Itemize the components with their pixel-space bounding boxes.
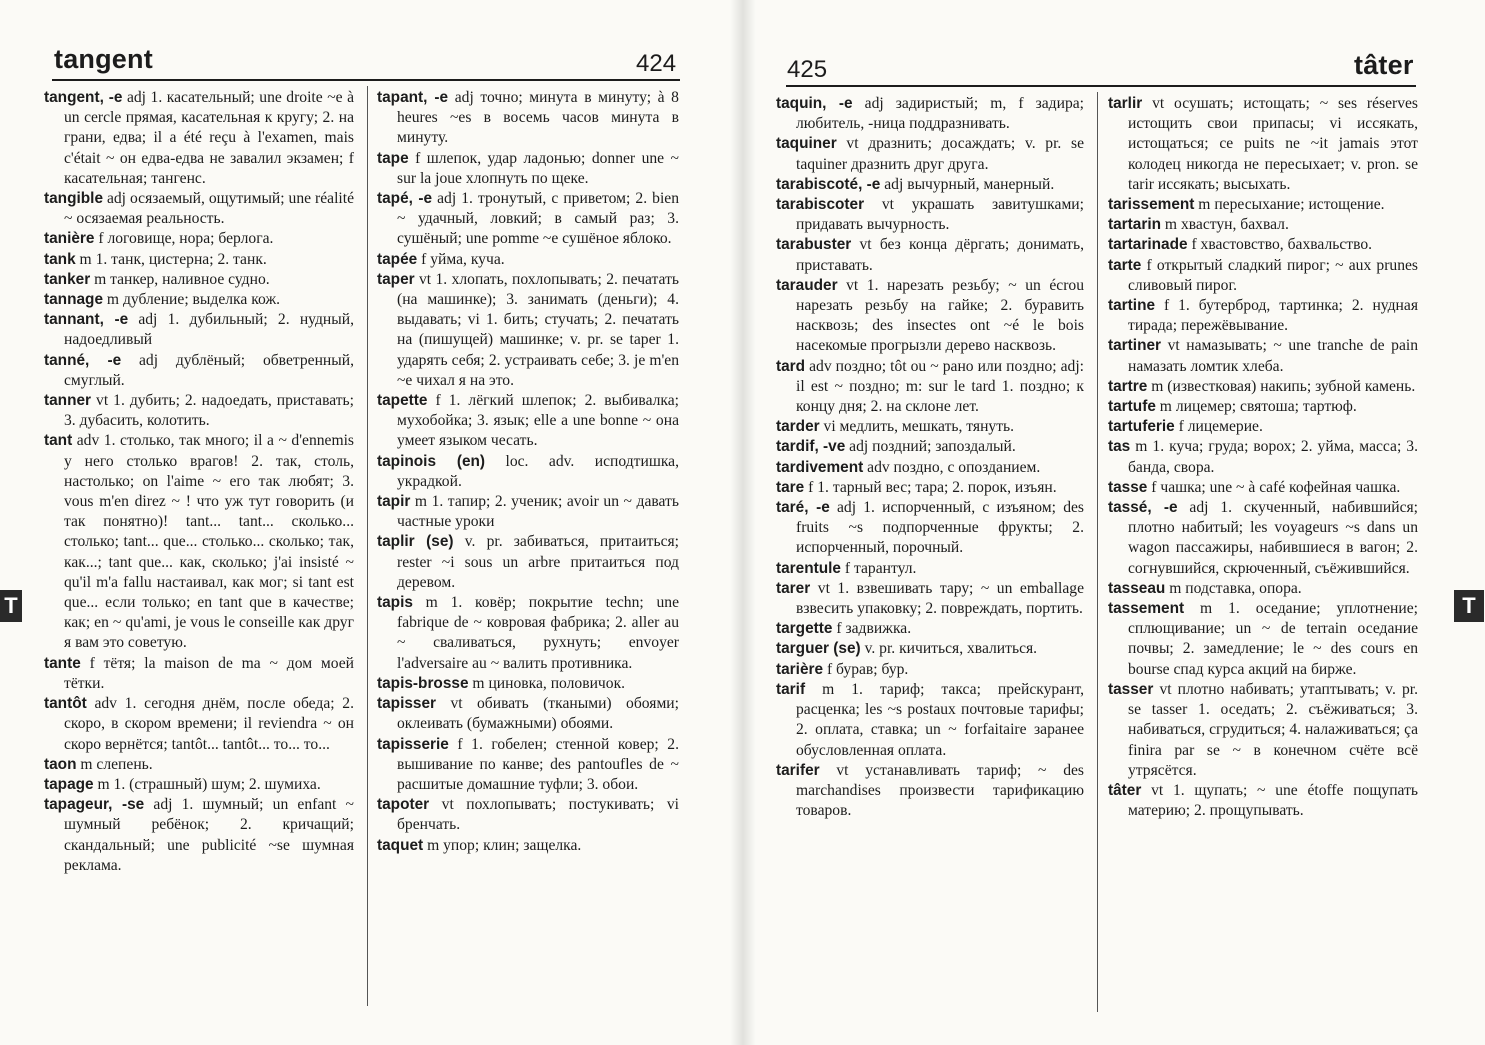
right-thumb-index: T — [1454, 590, 1484, 622]
entry-headword: tapir — [377, 493, 411, 511]
entry-headword: tarte — [1108, 256, 1142, 274]
entry-headword: taquet — [377, 836, 424, 854]
entry-headword: tant — [44, 432, 73, 450]
entry-headword: tare — [776, 478, 805, 496]
entry-definition: f 1. гобелен; стенной ковер; 2. вышивание по канве; des pantoufles de ~ расшитые домашние туфли; 3. обои. — [397, 735, 679, 793]
entry-definition: m 1. тапир; 2. ученик; avoir un ~ давать частные уроки — [397, 493, 679, 531]
dictionary-entry — [44, 654, 354, 694]
entry-definition: m (известковая) накипь; зубной камень. — [1147, 377, 1416, 395]
right-page — [742, 0, 1485, 1045]
entry-headword: tartarinade — [1108, 236, 1188, 254]
entry-definition: f логовище, нора; берлога. — [94, 230, 274, 248]
entry-definition: adj точно; минута в минуту; à 8 heures ~es в восемь часов минута в минуту. — [397, 89, 679, 147]
entry-headword: taplir (se) — [377, 533, 454, 551]
dictionary-entry — [377, 270, 679, 391]
dictionary-entry — [776, 478, 1084, 498]
entry-headword: tartre — [1108, 377, 1148, 395]
entry-definition: m упор; клин; защелка. — [423, 836, 582, 854]
left-column-2 — [377, 88, 679, 856]
entry-definition: m хвастун, бахвал. — [1161, 216, 1289, 234]
entry-headword: tarlir — [1108, 95, 1143, 112]
entry-headword: tape — [377, 149, 409, 167]
dictionary-entry — [776, 619, 1084, 639]
entry-headword: targuer (se) — [776, 640, 861, 658]
entry-headword: tartufe — [1108, 398, 1156, 416]
right-header-rule — [786, 85, 1416, 87]
entry-headword: tarabuster — [776, 236, 852, 254]
entry-definition: adj вычурный, манерный. — [880, 175, 1055, 193]
dictionary-entry — [44, 229, 354, 249]
entry-definition: vt 1. взвешивать тару; ~ un emballage взвесить упаковку; 2. повреждать, портить. — [796, 579, 1084, 618]
entry-definition: adj 1. дубильный; 2. нудный, надоедливый — [64, 311, 354, 349]
entry-headword: taré, -e — [776, 499, 830, 517]
dictionary-entry — [776, 175, 1084, 195]
entry-headword: tapé, -e — [377, 190, 433, 208]
dictionary-entry — [377, 391, 679, 452]
entry-definition: vt устанавливать тариф; ~ des marchandises произвести тарификацию товаров. — [796, 761, 1084, 820]
entry-headword: tapage — [44, 775, 94, 793]
entry-headword: tarder — [776, 418, 820, 436]
dictionary-entry — [1108, 397, 1418, 417]
dictionary-entry — [1108, 296, 1418, 336]
dictionary-entry — [377, 492, 679, 532]
entry-definition: m подставка, опора. — [1165, 579, 1302, 597]
dictionary-entry — [44, 431, 354, 653]
dictionary-entry — [44, 310, 354, 350]
left-page-number: 424 — [636, 50, 677, 77]
entry-headword: tapisserie — [377, 735, 449, 753]
entry-headword: tapant, -e — [377, 89, 449, 106]
entry-definition: adj осязаемый, ощутимый; une réalité ~ осязаемая реальность. — [64, 190, 354, 228]
entry-definition: m 1. куча; груда; ворох; 2. уйма, масса; 3. банда, свора. — [1128, 438, 1418, 476]
left-column-divider — [367, 86, 368, 1006]
dictionary-entry — [377, 674, 679, 694]
entry-definition: f 1. бутерброд, тартинка; 2. нудная тирада; пережёвывание. — [1128, 297, 1418, 335]
dictionary-entry — [1108, 94, 1418, 195]
dictionary-entry — [776, 458, 1084, 478]
entry-headword: tâter — [1108, 781, 1142, 799]
dictionary-entry — [377, 735, 679, 796]
entry-definition: f хвастовство, бахвальство. — [1187, 236, 1373, 254]
right-column-divider — [1097, 92, 1098, 1012]
right-column-1 — [776, 94, 1084, 821]
dictionary-entry — [377, 593, 679, 674]
entry-headword: tapinois (en) — [377, 452, 486, 470]
dictionary-entry — [1108, 256, 1418, 296]
entry-definition: f 1. лёгкий шлепок; 2. выбивалка; мухобойка; 3. язык; elle a une bonne ~ она умеет языком чесать. — [397, 392, 679, 450]
entry-definition: vt похлопывать; постукивать; vi бренчать. — [397, 796, 679, 834]
entry-definition: m 1. (страшный) шум; 2. шумиха. — [93, 775, 321, 793]
entry-headword: tangible — [44, 190, 103, 208]
entry-definition: adv поздно, с опозданием. — [863, 458, 1041, 476]
dictionary-entry — [1108, 437, 1418, 477]
entry-definition: adj 1. скученный, набившийся; плотно набитый; les voyageurs ~s dans un wagon пассажиры, набившиеся в вагон; 2. согнувшийся, скрюченный, съёжившийся. — [1128, 499, 1418, 577]
right-guide-word: tâter — [1354, 50, 1414, 80]
entry-definition: m дубление; выделка кож. — [103, 291, 281, 309]
entry-definition: adj 1. тронутый, с приветом; 2. bien ~ удачный, ловкий; в самый раз; 3. сушёный; une pomme ~e сушёное яблоко. — [397, 190, 680, 248]
dictionary-entry — [1108, 478, 1418, 498]
dictionary-entry — [776, 235, 1084, 275]
entry-headword: tapoter — [377, 796, 430, 814]
entry-definition: adv 1. сегодня днём, после обеда; 2. скоро, в скором времени; il reviendra ~ он скоро вернётся; tantôt... tantôt... то... то... — [64, 695, 354, 753]
entry-definition: m 1. ковёр; покрытие techn; une fabrique de ~ ковровая фабрика; 2. aller au ~ сваливаться, рухнуть; envoyer l'adversaire au ~ валить противника. — [397, 594, 679, 672]
entry-definition: adj поздний; запоздалый. — [845, 438, 1016, 456]
dictionary-entry — [1108, 377, 1418, 397]
left-guide-word: tangent — [54, 44, 153, 74]
entry-headword: tarabiscoté, -e — [776, 175, 881, 193]
entry-headword: tardif, -ve — [776, 438, 846, 456]
entry-definition: adj 1. испорченный, с изъяном; des fruits ~s подпорченные фрукты; 2. испорченный, порочный. — [796, 499, 1084, 557]
dictionary-entry — [776, 680, 1084, 761]
dictionary-entry — [776, 195, 1084, 235]
entry-definition: m слепень. — [76, 755, 153, 773]
entry-headword: taon — [44, 755, 77, 773]
entry-definition: vi медлить, мешкать, тянуть. — [819, 418, 1015, 436]
entry-headword: tanière — [44, 230, 95, 248]
dictionary-entry — [377, 189, 679, 250]
entry-definition: adj дублёный; обветренный, смуглый. — [64, 351, 354, 389]
dictionary-entry — [1108, 599, 1418, 680]
left-header-rule — [52, 79, 680, 81]
dictionary-entry — [1108, 781, 1418, 821]
dictionary-entry — [1108, 498, 1418, 579]
entry-definition: m 1. тариф; такса; прейскурант, расценка; les ~s postaux почтовые тарифы; 2. оплата, ставка; un ~ forfaitaire заранее обусловленная оплата. — [796, 680, 1084, 759]
dictionary-entry — [377, 88, 679, 149]
left-column-1 — [44, 88, 354, 876]
dictionary-entry — [44, 755, 354, 775]
entry-definition: m циновка, половичок. — [468, 674, 626, 692]
dictionary-entry — [1108, 235, 1418, 255]
dictionary-entry — [776, 134, 1084, 174]
dictionary-entry — [776, 660, 1084, 680]
right-page-number: 425 — [787, 56, 828, 83]
entry-definition: m танкер, наливное судно. — [90, 270, 270, 288]
dictionary-entry — [776, 559, 1084, 579]
entry-definition: vt 1. хлопать, похлопывать; 2. печатать (на машинке); 3. занимать (деньги); 4. выдавать; vi 1. бить; стучать; 2. печатать на (пишущей) машинке; v. pr. se taper 1. ударять себя; 2. устраивать себе; 3. je m'en ~e чихал я на это. — [397, 270, 679, 389]
entry-definition: f тарантул. — [841, 559, 917, 577]
dictionary-entry — [44, 88, 354, 189]
entry-headword: tarifer — [776, 761, 820, 779]
entry-headword: tasser — [1108, 680, 1154, 698]
entry-definition: v. pr. кичиться, хвалиться. — [860, 640, 1038, 658]
entry-definition: adv поздно; tôt ou ~ рано или поздно; adj: il est ~ поздно; m: sur le tard 1. поздно; к концу дня; 2. на склоне лет. — [796, 357, 1084, 416]
dictionary-entry — [1108, 215, 1418, 235]
entry-headword: tarière — [776, 660, 824, 678]
entry-headword: taper — [377, 270, 415, 288]
entry-definition: m лицемер; святоша; тартюф. — [1155, 398, 1357, 416]
dictionary-entry — [44, 290, 354, 310]
dictionary-entry — [377, 836, 679, 856]
entry-definition: loc. adv. исподтишка, украдкой. — [397, 452, 679, 490]
dictionary-entry — [44, 391, 354, 431]
entry-headword: tardivement — [776, 458, 864, 476]
entry-definition: vt обивать (ткаными) обоями; оклеивать (бумажными) обоями. — [397, 695, 679, 733]
entry-headword: tartine — [1108, 297, 1156, 315]
dictionary-entry — [776, 639, 1084, 659]
entry-headword: tannage — [44, 291, 104, 309]
dictionary-entry — [44, 189, 354, 229]
entry-headword: tartarin — [1108, 216, 1162, 234]
dictionary-entry — [377, 795, 679, 835]
dictionary-entry — [776, 437, 1084, 457]
dictionary-entry — [776, 498, 1084, 559]
dictionary-entry — [44, 795, 354, 876]
dictionary-entry — [377, 694, 679, 734]
entry-headword: tarer — [776, 579, 811, 597]
entry-definition: f задвижка. — [832, 620, 912, 638]
entry-definition: f чашка; une ~ à café кофейная чашка. — [1147, 478, 1401, 496]
entry-headword: tanné, -e — [44, 351, 122, 369]
dictionary-entry — [776, 579, 1084, 619]
entry-definition: vt 1. нарезать резьбу; ~ un écrou нарезать резьбу на гайке; 2. буравить насквозь; des insectes ont ~é le bois насекомые прогрызли дерево насквозь. — [796, 276, 1084, 355]
entry-definition: m 1. танк, цистерна; 2. танк. — [75, 250, 267, 268]
entry-definition: vt осушать; истощать; ~ ses réserves истощить свои припасы; vi иссякать, истощаться; ce puits ne ~it jamais этот колодец никогда не пересыхает; v. pron. se tarir иссякать; высыхать. — [1128, 95, 1418, 193]
entry-definition: f лицемерие. — [1174, 418, 1263, 436]
dictionary-entry — [776, 357, 1084, 418]
dictionary-entry — [44, 694, 354, 755]
entry-definition: adj задиристый; m, f задира; любитель, -ница поддразнивать. — [796, 95, 1084, 133]
entry-headword: tapisser — [377, 695, 437, 713]
dictionary-entry — [44, 270, 354, 290]
entry-headword: targette — [776, 620, 833, 638]
entry-definition: f уйма, куча. — [417, 250, 505, 268]
entry-headword: tasse — [1108, 478, 1148, 496]
entry-headword: tasseau — [1108, 579, 1166, 597]
entry-headword: tapis-brosse — [377, 674, 469, 692]
entry-definition: vt 1. дубить; 2. надоедать, приставать; 3. дубасить, колотить. — [64, 392, 354, 430]
entry-definition: vt дразнить; досаждать; v. pr. se taquiner дразнить друг друга. — [796, 135, 1084, 173]
dictionary-entry — [377, 149, 679, 189]
left-page — [0, 0, 742, 1045]
entry-headword: tard — [776, 357, 806, 375]
entry-headword: tarauder — [776, 276, 838, 294]
dictionary-entry — [1108, 417, 1418, 437]
entry-headword: tank — [44, 250, 76, 268]
entry-definition: f 1. тарный вес; тара; 2. порок, изъян. — [804, 478, 1057, 496]
entry-definition: adj 1. касательный; une droite ~e à un cercle прямая, касательная к кругу; 2. на грани, едва; il a été reçu à l'examen, mais c'était ~ он едва-едва не завалил экзамен; f касательная; тангенс. — [64, 89, 354, 187]
entry-headword: tassement — [1108, 600, 1185, 618]
dictionary-entry — [776, 761, 1084, 822]
dictionary-entry — [377, 452, 679, 492]
entry-headword: tartiner — [1108, 337, 1162, 355]
entry-headword: tapette — [377, 392, 428, 410]
dictionary-entry — [1108, 680, 1418, 781]
entry-definition: vt намазывать; ~ une tranche de pain намазать ломтик хлеба. — [1128, 337, 1418, 375]
dictionary-entry — [44, 351, 354, 391]
dictionary-entry — [1108, 336, 1418, 376]
entry-headword: tanker — [44, 270, 91, 288]
entry-headword: tangent, -e — [44, 89, 123, 106]
entry-headword: tarentule — [776, 559, 841, 577]
entry-headword: tapis — [377, 594, 413, 612]
entry-definition: vt 1. щупать; ~ une étoffe пощупать материю; 2. прощупывать. — [1128, 781, 1418, 820]
dictionary-entry — [377, 532, 679, 593]
entry-definition: f бурав; бур. — [823, 660, 909, 678]
entry-definition: vt украшать завитушками; придавать вычурность. — [796, 196, 1084, 234]
entry-definition: m пересыхание; истощение. — [1194, 196, 1385, 214]
entry-definition: f тётя; la maison de ma ~ дом моей тётки. — [64, 654, 354, 692]
entry-headword: tarissement — [1108, 196, 1195, 214]
dictionary-entry — [776, 94, 1084, 134]
entry-headword: tas — [1108, 438, 1131, 456]
entry-headword: tantôt — [44, 695, 87, 713]
entry-definition: f шлепок, удар ладонью; donner une ~ sur la joue хлопнуть по щеке. — [397, 149, 679, 187]
entry-headword: tartuferie — [1108, 418, 1175, 436]
entry-definition: m 1. оседание; уплотнение; сплющивание; un ~ de terrain оседание почвы; 2. замедление; le ~ des cours en bourse спад курса акций на бирже. — [1128, 600, 1418, 678]
entry-headword: tanner — [44, 392, 92, 410]
dictionary-entry — [44, 775, 354, 795]
entry-definition: adj 1. шумный; un enfant ~ шумный ребёнок; 2. кричащий; скандальный; une publicité ~se шумная реклама. — [64, 796, 354, 874]
entry-definition: vt без конца дёргать; донимать, приставать. — [796, 236, 1084, 274]
dictionary-entry — [1108, 195, 1418, 215]
left-thumb-index: T — [0, 590, 22, 622]
entry-headword: tarif — [776, 680, 806, 698]
entry-headword: tapageur, -se — [44, 796, 145, 814]
dictionary-entry — [776, 276, 1084, 357]
entry-definition: adv 1. столько, так много; il a ~ d'ennemis у него столько врагов! 2. так, столь, настолько; on l'aime ~ его так любят; 3. vous m'en direz ~ ! что уж тут говорить (и так понятно)! tant... tant... сколько... столько; tant... que... столько... сколько; так, как...; tant que... как, сколько; j'ai insisté ~ qu'il m'a fallu настаивал, как мог; si tant est que... если только; en tant que в качестве; как; en ~ qu'ami, je vous le conseille как друг я вам это советую. — [64, 432, 354, 652]
entry-headword: tapée — [377, 250, 418, 268]
dictionary-entry — [377, 250, 679, 270]
dictionary-entry — [44, 250, 354, 270]
entry-definition: f открытый сладкий пирог; ~ aux prunes сливовый пирог. — [1128, 256, 1418, 294]
entry-headword: tarabiscoter — [776, 196, 865, 214]
entry-headword: taquin, -e — [776, 95, 853, 112]
right-column-2 — [1108, 94, 1418, 821]
dictionary-entry — [776, 417, 1084, 437]
entry-headword: tannant, -e — [44, 311, 129, 329]
entry-headword: tassé, -e — [1108, 499, 1178, 517]
entry-headword: taquiner — [776, 135, 837, 153]
dictionary-entry — [1108, 579, 1418, 599]
entry-definition: v. pr. забиваться, притаиться; rester ~i sous un arbre притаиться под деревом. — [397, 533, 679, 591]
entry-headword: tante — [44, 654, 81, 672]
entry-definition: vt плотно набивать; утаптывать; v. pr. se tasser 1. оседать; 2. съёживаться; 3. набиваться, сгрудиться; 4. налаживаться; ça finira par se ~ в конечном счёте всё утрясётся. — [1128, 680, 1418, 779]
